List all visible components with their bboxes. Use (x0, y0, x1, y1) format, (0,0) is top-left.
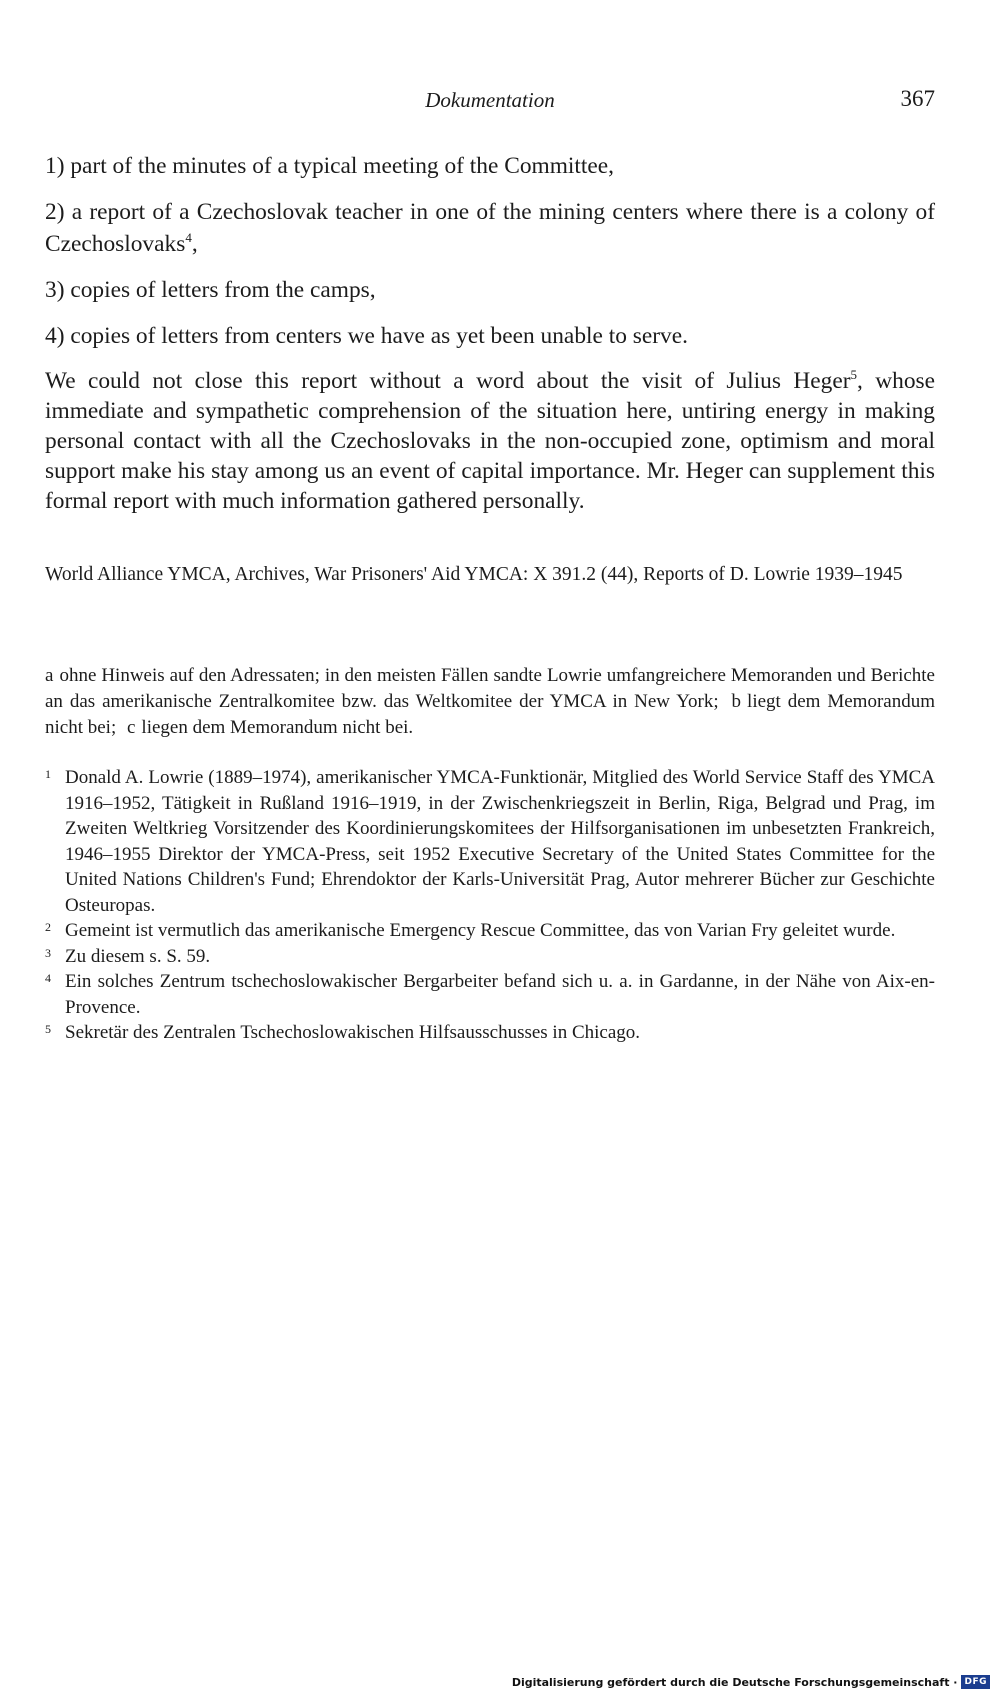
footnote-5 (45, 1020, 935, 1046)
enumeration-item-2-text: 2) a report of a Czechoslovak teacher in one of the mining centers where there is a colony of Czechoslovaks (45, 199, 935, 257)
footnote-number: 3 (45, 945, 51, 960)
apparatus-entry-b: liegt dem Memorandum nicht bei; (45, 691, 935, 738)
enumeration-item-2 (45, 196, 935, 260)
footnote-4 (45, 969, 935, 1020)
apparatus-entry-c: liegen dem Memorandum nicht bei. (141, 717, 414, 738)
apparatus-entry-a: ohne Hinweis auf den Adressaten; in den meisten Fällen sandte Lowrie umfangreichere Memoranden und Berichte an das amerikanische Zentralkomitee bzw. das Weltkomitee der YMCA in New York; (45, 665, 935, 712)
closing-paragraph-start: We could not close this report without a word about the visit of Julius Heger (45, 368, 851, 394)
enumeration-item-1: 1) part of the minutes of a typical meeting of the Committee, (45, 153, 615, 179)
archival-source: World Alliance YMCA, Archives, War Prisoners' Aid YMCA: X 391.2 (44), Reports of D. Lowrie 1939–1945 (45, 564, 903, 585)
footnote-ref-5: 5 (850, 367, 857, 383)
dfg-logo: DFG (961, 1675, 990, 1689)
footnote-number: 5 (45, 1022, 51, 1036)
enumeration-item-3: 3) copies of letters from the camps, (45, 277, 376, 303)
footnote-text: Gemeint ist vermutlich das amerikanische Emergency Rescue Committee, das von Varian Fry geleitet wurde. (65, 920, 896, 941)
footnote-text: Sekretär des Zentralen Tschechoslowakischen Hilfsausschusses in Chicago. (65, 1022, 641, 1043)
running-title: Dokumentation (425, 88, 555, 112)
enumeration-item-4: 4) copies of letters from centers we have as yet been unable to serve. (45, 323, 688, 349)
text-critical-apparatus (45, 663, 935, 741)
footnotes-list (45, 765, 935, 1046)
footnote-2 (45, 918, 935, 944)
page-number: 367 (900, 86, 935, 111)
closing-paragraph (45, 366, 935, 516)
body-text (45, 150, 935, 530)
closing-paragraph-rest: , whose immediate and sympathetic comprehension of the situation here, untiring energy in making personal contact with all the Czechoslovaks in the non-occupied zone, optimism and moral support make his stay among us an event of capital importance. Mr. Heger can supplement this formal report with much information gathered personally. (45, 368, 935, 514)
enumeration-item-2-tail: , (191, 231, 198, 257)
footnote-1 (45, 765, 935, 918)
apparatus-key-b: b (731, 691, 742, 712)
footnote-text: Ein solches Zentrum tschechoslowakischer Bergarbeiter befand sich u. a. in Gardanne, in der Nähe von Aix-en-Provence. (65, 971, 935, 1018)
digitization-credit-text: Digitalisierung gefördert durch die Deutsche Forschungsgemeinschaft · (511, 1675, 958, 1689)
footnote-number: 1 (45, 767, 51, 781)
footnote-number: 4 (45, 971, 51, 985)
apparatus-key-c: c (126, 717, 136, 738)
digitization-credit (512, 1675, 990, 1689)
apparatus-key-a: a (45, 665, 54, 686)
footnote-number: 2 (45, 920, 51, 934)
footnote-text: Donald A. Lowrie (1889–1974), amerikanischer YMCA-Funktionär, Mitglied des World Service Staff des YMCA 1916–1952, Tätigkeit in Rußland 1916–1919, in der Zwischenkriegszeit in Berlin, Riga, Belgrad und Prag, im Zweiten Weltkrieg Vorsitzender des Koordinierungskomitees der Hilfsorganisationen im unbesetzten Frankreich, 1946–1955 Direktor der YMCA-Press, seit 1952 Executive Secretary of the United States Committee for the United Nations Children's Fund; Ehrendoktor der Karls-Universität Prag, Autor mehrerer Bücher zur Geschichte Osteuropas. (65, 767, 935, 916)
footnote-text: Zu diesem s. S. 59. (65, 945, 211, 967)
running-header (45, 86, 935, 116)
footnote-3 (45, 944, 935, 970)
footnote-ref-4: 4 (185, 230, 192, 246)
